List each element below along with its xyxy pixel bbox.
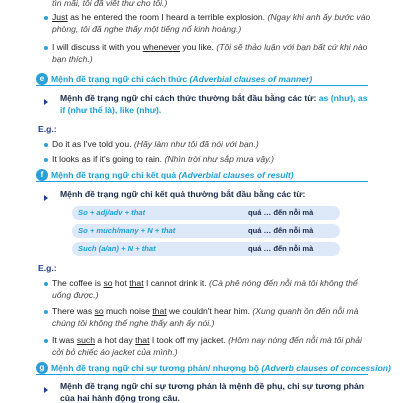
example-just-as: Just as he entered the room I heard a terrible explosion. (Ngay khi anh ấy bước vào	[52, 11, 370, 23]
rule-text-g-cont: của hai hành động trong câu.	[60, 393, 180, 403]
heading-underline	[36, 181, 368, 182]
heading-underline	[36, 374, 368, 375]
heading-underline	[36, 85, 368, 86]
bullet-dot	[44, 16, 48, 20]
example-f-3-translation: cởi bỏ chiếc áo jacket của mình.)	[52, 347, 178, 357]
formula-meaning: quá … đến nỗi mà	[248, 226, 314, 235]
bullet-dot	[44, 310, 48, 314]
example-f-2: There was so much noise that we couldn't hear him. (Xung quanh ồn đến nỗi mà	[52, 305, 358, 317]
formula-row	[72, 242, 340, 256]
bullet-dot	[44, 46, 48, 50]
formula-row	[72, 224, 340, 238]
example-e-1: Do it as I've told you. (Hãy làm như tôi đã nói với bạn.)	[52, 138, 259, 150]
bullet-dot	[44, 282, 48, 286]
example-f-1-translation: uống được.)	[52, 290, 99, 300]
formula-row	[72, 206, 340, 220]
rule-text-e: Mệnh đề trạng ngữ chỉ cách thức thường bắt đầu bằng các từ: as (như), as	[60, 93, 368, 103]
example-whenever: I will discuss it with you whenever you like. (Tôi sẽ thảo luận với bạn bất cứ khi nào	[52, 41, 367, 53]
section-heading-g	[36, 361, 391, 375]
formula: So + adj/adv + that	[78, 208, 146, 217]
eg-label-f: E.g.:	[38, 263, 57, 273]
section-title-f: Mệnh đề trạng ngữ chỉ kết quả (Adverbial clauses of result)	[51, 170, 294, 180]
triangle-bullet-icon	[44, 195, 48, 201]
section-letter-e: e	[36, 73, 48, 85]
example-f-1: The coffee is so hot that I cannot drink it. (Cà phê nóng đến nỗi mà tôi không thể	[52, 277, 358, 289]
formula-meaning: quá … đến nỗi mà	[248, 244, 314, 253]
triangle-bullet-icon	[44, 387, 48, 393]
bullet-dot	[44, 339, 48, 343]
example-f-2-translation: chúng tôi không thể nghe thấy anh ấy nói.)	[52, 318, 215, 328]
section-letter-f: f	[36, 169, 48, 181]
bullet-dot	[44, 158, 48, 162]
section-letter-g: g	[36, 362, 48, 374]
bullet-dot	[44, 143, 48, 147]
section-heading-f	[36, 168, 368, 182]
example-e-2: It looks as if it's going to rain. (Nhìn trời như sắp mưa vậy.)	[52, 153, 274, 165]
example-just-as-translation: phòng, tôi đã nghe thấy một tiếng nổ kinh hoàng.)	[52, 24, 242, 34]
section-heading-e	[36, 72, 368, 86]
rule-text-f: Mệnh đề trạng ngữ chỉ kết quả thường bắt đầu bằng các từ:	[60, 189, 306, 199]
formula: Such (a/an) + N + that	[78, 244, 156, 253]
eg-label-e: E.g.:	[38, 124, 57, 134]
rule-text-g: Mệnh đề trạng ngữ chỉ sự tương phản là mệnh đề phụ, chỉ sự tương phản	[60, 381, 365, 391]
triangle-bullet-icon	[44, 99, 48, 105]
section-title-g: Mệnh đề trạng ngữ chỉ sự tương phản/ nhượng bộ (Adverb clauses of concession)	[51, 363, 391, 373]
continuation-line: tìn mãi, tôi đã viết thư cho tôi.)	[52, 0, 168, 8]
section-title-e: Mệnh đề trạng ngữ chỉ cách thức (Adverbial clauses of manner)	[51, 74, 313, 84]
rule-text-e-cont: if (như thể là), like (như).	[60, 105, 162, 115]
formula-meaning: quá … đến nỗi mà	[248, 208, 314, 217]
example-whenever-translation: bạn thích.)	[52, 54, 93, 64]
formula: So + much/many + N + that	[78, 226, 176, 235]
example-f-3: It was such a hot day that I took off my jacket. (Hôm nay nóng đến nỗi mà tôi phải	[52, 334, 362, 346]
